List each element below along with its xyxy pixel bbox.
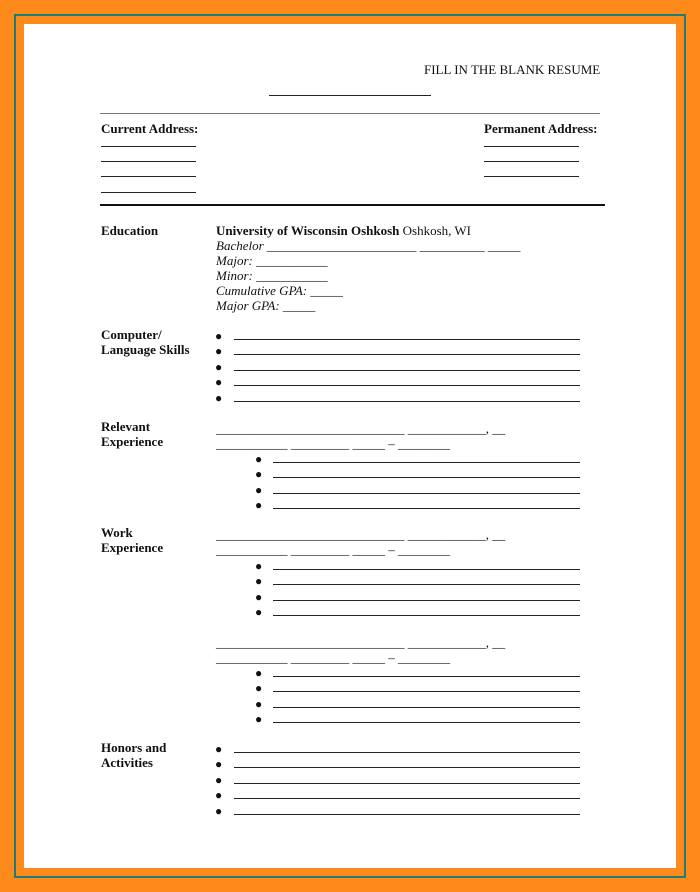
- list-bullet: ●: [255, 681, 263, 695]
- work-title-line: _____________________________ ____________, __: [216, 527, 506, 542]
- list-bullet: ●: [255, 467, 263, 481]
- experience-blank-line: [273, 584, 580, 585]
- work-label-line1: Work: [101, 525, 133, 540]
- major-gpa-line: Major GPA: _____: [216, 298, 316, 313]
- honors-label-line2: Activities: [101, 755, 153, 770]
- skills-label-line1: Computer/: [101, 327, 162, 342]
- current-address-label: Current Address:: [101, 121, 199, 136]
- skill-blank-line: [234, 401, 580, 402]
- honors-blank-line: [234, 767, 580, 768]
- relevant-experience-label: [101, 419, 163, 449]
- education-school-line: [216, 223, 471, 238]
- university-location: Oshkosh, WI: [402, 223, 471, 238]
- experience-blank-line: [273, 707, 580, 708]
- list-bullet: ●: [215, 773, 223, 787]
- minor-line: Minor: ___________: [216, 268, 328, 283]
- skill-blank-line: [234, 354, 580, 355]
- work-experience-label: [101, 525, 163, 555]
- work-date-line: ___________ _________ _____ – ________: [216, 542, 450, 557]
- permanent-address-line: [484, 161, 579, 162]
- honors-blank-line: [234, 798, 580, 799]
- honors-blank-line: [234, 814, 580, 815]
- skill-blank-line: [234, 339, 580, 340]
- list-bullet: ●: [255, 483, 263, 497]
- list-bullet: ●: [215, 788, 223, 802]
- experience-blank-line: [273, 462, 580, 463]
- university-name: University of Wisconsin Oshkosh: [216, 223, 400, 238]
- experience-blank-line: [273, 569, 580, 570]
- list-bullet: ●: [215, 375, 223, 389]
- list-bullet: ●: [255, 712, 263, 726]
- list-bullet: ●: [215, 360, 223, 374]
- skills-label: [101, 327, 190, 357]
- relevant-label-line2: Experience: [101, 434, 164, 449]
- resume-title: FILL IN THE BLANK RESUME: [424, 62, 601, 77]
- honors-blank-line: [234, 783, 580, 784]
- list-bullet: ●: [255, 590, 263, 604]
- experience-blank-line: [273, 722, 580, 723]
- list-bullet: ●: [255, 697, 263, 711]
- list-bullet: ●: [215, 742, 223, 756]
- work-label-line2: Experience: [101, 540, 164, 555]
- degree-line: Bachelor _______________________ __________ _____: [216, 238, 521, 253]
- name-blank-line: [269, 95, 431, 96]
- list-bullet: ●: [255, 452, 263, 466]
- list-bullet: ●: [215, 391, 223, 405]
- skill-blank-line: [234, 385, 580, 386]
- list-bullet: ●: [255, 559, 263, 573]
- skill-blank-line: [234, 370, 580, 371]
- skills-label-line2: Language Skills: [101, 342, 190, 357]
- experience-blank-line: [273, 600, 580, 601]
- permanent-address-line: [484, 176, 579, 177]
- honors-blank-line: [234, 752, 580, 753]
- work-date-line-2: ___________ _________ _____ – ________: [216, 650, 450, 665]
- experience-blank-line: [273, 676, 580, 677]
- experience-blank-line: [273, 508, 580, 509]
- resume-page: [24, 24, 676, 868]
- honors-label-line1: Honors and: [101, 740, 167, 755]
- current-address-line: [101, 192, 196, 193]
- major-line: Major: ___________: [216, 253, 328, 268]
- honors-label: [101, 740, 166, 770]
- list-bullet: ●: [215, 804, 223, 818]
- relevant-title-line: _____________________________ ____________, __: [216, 421, 506, 436]
- address-divider: [100, 204, 605, 206]
- relevant-label-line1: Relevant: [101, 419, 151, 434]
- permanent-address-label: Permanent Address:: [484, 121, 598, 136]
- header-divider: [100, 113, 600, 114]
- current-address-line: [101, 161, 196, 162]
- list-bullet: ●: [255, 666, 263, 680]
- list-bullet: ●: [215, 329, 223, 343]
- experience-blank-line: [273, 615, 580, 616]
- relevant-date-line: ___________ _________ _____ – ________: [216, 436, 450, 451]
- list-bullet: ●: [215, 344, 223, 358]
- current-address-line: [101, 176, 196, 177]
- list-bullet: ●: [255, 574, 263, 588]
- list-bullet: ●: [255, 605, 263, 619]
- experience-blank-line: [273, 477, 580, 478]
- experience-blank-line: [273, 493, 580, 494]
- cumulative-gpa-line: Cumulative GPA: _____: [216, 283, 343, 298]
- list-bullet: ●: [215, 757, 223, 771]
- current-address-line: [101, 146, 196, 147]
- experience-blank-line: [273, 691, 580, 692]
- work-title-line-2: _____________________________ ____________, __: [216, 635, 506, 650]
- permanent-address-line: [484, 146, 579, 147]
- list-bullet: ●: [255, 498, 263, 512]
- education-label: Education: [101, 223, 159, 238]
